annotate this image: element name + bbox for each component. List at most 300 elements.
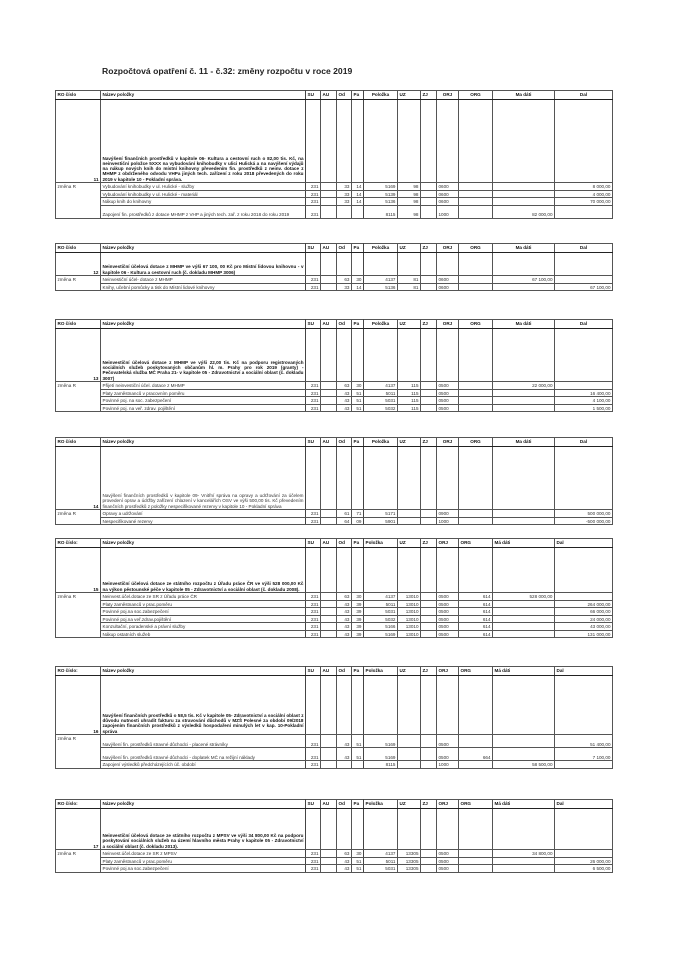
empty-cell (459, 329, 493, 382)
cell-org (459, 276, 493, 284)
cell-pa: 39 (352, 623, 364, 631)
empty-cell (306, 100, 321, 183)
table-row (56, 205, 613, 218)
cell-uz: 13010 (398, 630, 421, 638)
cell-pol: 5136 (364, 198, 398, 206)
cell-su: 231 (306, 623, 321, 631)
column-header-zj: ZJ (421, 539, 437, 548)
cell-uz (398, 761, 421, 769)
cell-uz: 13010 (398, 600, 421, 608)
empty-cell (364, 447, 398, 510)
cell-su: 231 (306, 183, 321, 191)
cell-dal: 70 000,00 (555, 198, 613, 206)
column-header-dal: Dal (555, 800, 613, 809)
table-row (56, 276, 613, 284)
cell-pol: 8115 (364, 205, 398, 218)
cell-su: 231 (306, 850, 321, 858)
empty-cell (493, 548, 555, 593)
cell-pa: 30 (352, 850, 364, 858)
column-header-su: SU (306, 667, 321, 676)
empty-cell (352, 253, 364, 276)
empty-cell (437, 809, 459, 850)
empty-cell (493, 809, 555, 850)
cell-pa: 14 (352, 283, 364, 291)
table-row (56, 190, 613, 198)
column-header-au: AU (321, 667, 337, 676)
cell-org (459, 205, 493, 218)
cell-au (321, 382, 337, 390)
cell-od: 43 (337, 623, 352, 631)
table-header-row (56, 800, 613, 809)
empty-cell (321, 548, 337, 593)
cell-zj (421, 276, 437, 284)
page-title: Rozpočtová opatření č. 11 - č.32: změny rozpočtu v roce 2019 (102, 66, 353, 76)
empty-cell (398, 100, 421, 183)
block-description: Neinvestiční účelová dotace z MHMP ve výši 22,00 tis. Kč na podporu registrovaných sociálních služeb poskytovaných občanům hl. m. Prahy pro rok 2019 (granty) - Pečovatelská služba MČ Praha 21- v kapitole 05 - Zdravotnictví a sociální oblast (č. dokladu 3007) (101, 329, 306, 382)
budget-block-table (55, 666, 613, 769)
column-header-su: SU (306, 244, 321, 253)
cell-pol: 5031 (364, 865, 398, 873)
cell-su: 231 (306, 276, 321, 284)
cell-uz: 115 (398, 382, 421, 390)
change-label: změna R (56, 382, 101, 412)
column-header-au: AU (321, 244, 337, 253)
budget-block-table (55, 799, 613, 873)
cell-su: 231 (306, 761, 321, 769)
cell-orj: 0600 (437, 283, 459, 291)
empty-cell (352, 329, 364, 382)
cell-md: 34 800,00 (493, 850, 555, 858)
ro-number: 15 (56, 548, 101, 593)
cell-org (459, 510, 493, 518)
cell-au (321, 748, 337, 761)
empty-cell (421, 447, 437, 510)
cell-pa (352, 205, 364, 218)
column-header-orj: ORJ (437, 320, 459, 329)
cell-od: 63 (337, 850, 352, 858)
cell-uz: 13010 (398, 615, 421, 623)
column-header-md: Má dáti (493, 800, 555, 809)
cell-dal: 51 400,00 (555, 735, 613, 748)
empty-cell (321, 809, 337, 850)
cell-od: 61 (337, 510, 352, 518)
table-row (56, 389, 613, 397)
cell-uz: 13305 (398, 865, 421, 873)
cell-org (459, 865, 493, 873)
column-header-org: ORG (459, 91, 493, 100)
cell-name: Neinvest.účel.dotace ze SR z MPSV (101, 850, 306, 858)
cell-pa: 14 (352, 183, 364, 191)
cell-zj (421, 190, 437, 198)
table-row (56, 857, 613, 865)
table-row (56, 735, 613, 748)
table-row (56, 510, 613, 518)
cell-zj (421, 517, 437, 525)
cell-au (321, 397, 337, 405)
cell-su: 231 (306, 865, 321, 873)
cell-pa: 30 (352, 593, 364, 601)
cell-zj (421, 205, 437, 218)
empty-cell (337, 676, 352, 735)
cell-su: 231 (306, 283, 321, 291)
cell-name: Platy zaměstnanců v pracovním poměru (101, 389, 306, 397)
cell-md (493, 748, 555, 761)
cell-od: 43 (337, 389, 352, 397)
change-label: změna R (56, 276, 101, 291)
ro-number: 16 (56, 676, 101, 735)
cell-org: 614 (459, 623, 493, 631)
column-header-orj: ORJ (437, 667, 459, 676)
cell-name: Neinvestiční účel- dotace z MHMP (101, 276, 306, 284)
cell-orj: 0500 (437, 630, 459, 638)
cell-orj: 0600 (437, 276, 459, 284)
table-header-row (56, 667, 613, 676)
column-header-zj: ZJ (421, 91, 437, 100)
cell-md (493, 615, 555, 623)
description-row (56, 447, 613, 510)
column-header-dal: Dal (555, 438, 613, 447)
cell-uz: 115 (398, 389, 421, 397)
column-header-uz: UZ (398, 667, 421, 676)
empty-cell (555, 676, 613, 735)
cell-uz: 13010 (398, 608, 421, 616)
column-header-pol: Položka (364, 320, 398, 329)
cell-au (321, 593, 337, 601)
cell-uz: 13010 (398, 623, 421, 631)
column-header-ro: RO číslo: (56, 800, 101, 809)
cell-zj (421, 382, 437, 390)
cell-pa: 39 (352, 608, 364, 616)
cell-md (493, 857, 555, 865)
cell-od: 64 (337, 517, 352, 525)
cell-orj: 0600 (437, 190, 459, 198)
cell-pol: 5031 (364, 608, 398, 616)
cell-org (459, 404, 493, 412)
cell-org (459, 517, 493, 525)
cell-su: 231 (306, 382, 321, 390)
empty-cell (337, 329, 352, 382)
cell-md (493, 283, 555, 291)
cell-od: 43 (337, 865, 352, 873)
cell-uz: 115 (398, 404, 421, 412)
cell-pol: 5011 (364, 600, 398, 608)
cell-dal: 24 000,00 (555, 615, 613, 623)
cell-orj: 0900 (437, 510, 459, 518)
cell-od (337, 761, 352, 769)
cell-uz: 13010 (398, 593, 421, 601)
cell-pol: 8115 (364, 761, 398, 769)
cell-pa: 51 (352, 404, 364, 412)
empty-cell (306, 548, 321, 593)
cell-dal: 8 000,00 (555, 183, 613, 191)
cell-name: Konzultační, poradenské a právní služby (101, 623, 306, 631)
column-header-od: Od (337, 438, 352, 447)
column-header-ro: RO číslo: (56, 539, 101, 548)
empty-cell (398, 548, 421, 593)
empty-cell (493, 253, 555, 276)
table-header-row (56, 244, 613, 253)
column-header-pol: Položka (364, 438, 398, 447)
cell-pa: 30 (352, 382, 364, 390)
budget-block-table (55, 90, 613, 219)
budget-block-table (55, 437, 613, 525)
empty-cell (555, 447, 613, 510)
column-header-org: ORG (459, 438, 493, 447)
cell-au (321, 623, 337, 631)
cell-dal (555, 382, 613, 390)
column-header-ro: RO číslo (56, 320, 101, 329)
cell-au (321, 389, 337, 397)
empty-cell (352, 100, 364, 183)
cell-pol: 5169 (364, 183, 398, 191)
column-header-ro: RO číslo: (56, 667, 101, 676)
cell-orj: 0500 (437, 857, 459, 865)
empty-cell (321, 253, 337, 276)
empty-cell (364, 548, 398, 593)
cell-au (321, 608, 337, 616)
cell-au (321, 517, 337, 525)
cell-su: 231 (306, 404, 321, 412)
cell-zj (421, 857, 437, 865)
column-header-org: ORG (459, 667, 493, 676)
empty-cell (321, 100, 337, 183)
cell-su: 231 (306, 630, 321, 638)
cell-pol: 5139 (364, 190, 398, 198)
column-header-name: Název položky (101, 438, 306, 447)
block-description: Neinvestiční účelová dotace z MHMP ve výši 67 100, 00 Kč pro Místní lidovou knihovnu - v kapitole 06 - Kultura a cestovní ruch (č. dokladu MHMP 3006) (101, 253, 306, 276)
column-header-su: SU (306, 91, 321, 100)
cell-su: 231 (306, 593, 321, 601)
cell-name: Povinné poj.na soc.zabezpečení (101, 608, 306, 616)
cell-dal: 26 000,00 (555, 857, 613, 865)
table-row (56, 761, 613, 769)
column-header-md: Má dáti (493, 667, 555, 676)
cell-pa: 30 (352, 276, 364, 284)
cell-su: 231 (306, 748, 321, 761)
cell-od: 63 (337, 593, 352, 601)
cell-zj (421, 404, 437, 412)
cell-od (337, 205, 352, 218)
column-header-dal: Dal (555, 91, 613, 100)
cell-su: 231 (306, 615, 321, 623)
column-header-md: Má dáti (493, 539, 555, 548)
cell-pol: 5011 (364, 857, 398, 865)
column-header-name: Název položky (101, 667, 306, 676)
cell-su: 231 (306, 600, 321, 608)
empty-cell (493, 676, 555, 735)
column-header-pol: Položka (364, 91, 398, 100)
cell-od: 43 (337, 397, 352, 405)
cell-md (493, 608, 555, 616)
empty-cell (437, 329, 459, 382)
cell-name: Povinné poj.na soc.zabezpečení (101, 865, 306, 873)
cell-od: 33 (337, 283, 352, 291)
cell-au (321, 761, 337, 769)
cell-md: 528 000,00 (493, 593, 555, 601)
empty-cell (493, 329, 555, 382)
column-header-zj: ZJ (421, 438, 437, 447)
column-header-orj: ORJ (437, 244, 459, 253)
cell-pa: 09 (352, 517, 364, 525)
cell-pol: 5169 (364, 735, 398, 748)
cell-zj (421, 183, 437, 191)
column-header-md: Ma dáti (493, 91, 555, 100)
cell-zj (421, 850, 437, 858)
column-header-od: Od (337, 800, 352, 809)
cell-md (493, 735, 555, 748)
cell-org: 664 (459, 748, 493, 761)
cell-pa: 51 (352, 735, 364, 748)
cell-orj: 1000 (437, 517, 459, 525)
column-header-od: Od (337, 91, 352, 100)
cell-dal: 7 100,00 (555, 748, 613, 761)
cell-orj: 0500 (437, 615, 459, 623)
empty-cell (459, 809, 493, 850)
cell-dal: 6 500,00 (555, 865, 613, 873)
cell-orj: 0500 (437, 850, 459, 858)
column-header-uz: UZ (398, 800, 421, 809)
cell-md (493, 865, 555, 873)
empty-cell (421, 329, 437, 382)
ro-number: 12 (56, 253, 101, 276)
empty-cell (352, 809, 364, 850)
column-header-zj: ZJ (421, 667, 437, 676)
cell-name: Zapojení fin. prostředků z dotace MHMP z VHP a jiných tech. zař. z roku 2018 do roku 2019 (101, 205, 306, 218)
column-header-pa: Pa (352, 244, 364, 253)
cell-org: 614 (459, 593, 493, 601)
empty-cell (306, 676, 321, 735)
cell-md: 82 000,00 (493, 205, 555, 218)
cell-orj: 0500 (437, 600, 459, 608)
column-header-orj: ORJ (437, 539, 459, 548)
cell-md (493, 623, 555, 631)
cell-dal: 4 100,00 (555, 397, 613, 405)
cell-org: 614 (459, 615, 493, 623)
cell-orj: 0500 (437, 389, 459, 397)
cell-md (493, 183, 555, 191)
cell-orj: 0500 (437, 608, 459, 616)
column-header-su: SU (306, 800, 321, 809)
column-header-au: AU (321, 800, 337, 809)
cell-org (459, 389, 493, 397)
column-header-name: Název položky (101, 320, 306, 329)
column-header-name: Název položky (101, 800, 306, 809)
cell-pa: 39 (352, 615, 364, 623)
cell-pol: 5011 (364, 389, 398, 397)
table-header-row (56, 320, 613, 329)
cell-pol: 5169 (364, 748, 398, 761)
table-row (56, 608, 613, 616)
cell-pa: 51 (352, 389, 364, 397)
empty-cell (337, 548, 352, 593)
cell-pa: 71 (352, 510, 364, 518)
cell-md (493, 404, 555, 412)
cell-dal (555, 205, 613, 218)
column-header-pol: Položka (364, 800, 398, 809)
cell-au (321, 404, 337, 412)
column-header-md: Ma dáti (493, 438, 555, 447)
cell-name: Neinvest.účel.dotace ze SR z Úřadu práce ČR (101, 593, 306, 601)
empty-cell (337, 253, 352, 276)
column-header-pol: Položka (364, 244, 398, 253)
empty-cell (459, 548, 493, 593)
cell-name: Nespecifikované rezervy (101, 517, 306, 525)
cell-od: 43 (337, 600, 352, 608)
cell-od: 63 (337, 276, 352, 284)
cell-zj (421, 735, 437, 748)
column-header-ro: RO číslo (56, 244, 101, 253)
table-row (56, 404, 613, 412)
cell-org: 614 (459, 630, 493, 638)
cell-dal: 131 000,00 (555, 630, 613, 638)
cell-au (321, 510, 337, 518)
empty-cell (321, 447, 337, 510)
cell-md: 22 000,00 (493, 382, 555, 390)
column-header-orj: ORJ (437, 800, 459, 809)
empty-cell (555, 329, 613, 382)
column-header-uz: UZ (398, 438, 421, 447)
cell-uz: 115 (398, 397, 421, 405)
cell-pol: 5032 (364, 615, 398, 623)
cell-su: 231 (306, 389, 321, 397)
description-row (56, 548, 613, 593)
cell-su: 231 (306, 510, 321, 518)
change-label: změna R (56, 510, 101, 525)
cell-zj (421, 608, 437, 616)
column-header-ro: RO číslo (56, 91, 101, 100)
cell-uz (398, 510, 421, 518)
cell-au (321, 198, 337, 206)
block-description: Navýšení finančních prostředků o 58,5 tis. Kč v kapitole 05- Zdravotnictví a sociální oblast z důvodu nutnosti uhradit fakturu za stravování důchodů v MZŠ Polesné za období 09/2018 zapojením finančních prostředků z výsledků hospodaření minulých let v kap. 10-Pokladní správa (101, 676, 306, 735)
column-header-au: AU (321, 91, 337, 100)
column-header-md: Ma dáti (493, 320, 555, 329)
cell-su: 231 (306, 205, 321, 218)
cell-od: 43 (337, 615, 352, 623)
cell-name: Zapojení výsledků předcházejících úč. období (101, 761, 306, 769)
description-row (56, 329, 613, 382)
cell-pol: 5031 (364, 397, 398, 405)
cell-pol: 5171 (364, 510, 398, 518)
cell-org (459, 761, 493, 769)
column-header-uz: UZ (398, 91, 421, 100)
cell-au (321, 735, 337, 748)
cell-uz (398, 748, 421, 761)
cell-zj (421, 761, 437, 769)
table-row (56, 198, 613, 206)
ro-number: 17 (56, 809, 101, 850)
cell-name: Navýšení fin. prostředků stravné důchodci - placené strávníky (101, 735, 306, 748)
cell-orj: 0600 (437, 198, 459, 206)
empty-cell (337, 447, 352, 510)
column-header-org: ORG (459, 800, 493, 809)
budget-block-table (55, 243, 613, 291)
column-header-au: AU (321, 320, 337, 329)
cell-dal: 1 500,00 (555, 404, 613, 412)
change-label: změna R (56, 183, 101, 219)
cell-orj: 0600 (437, 183, 459, 191)
cell-uz (398, 735, 421, 748)
empty-cell (421, 100, 437, 183)
description-row (56, 253, 613, 276)
column-header-pol: Položka (364, 667, 398, 676)
table-row (56, 283, 613, 291)
empty-cell (337, 809, 352, 850)
column-header-orj: ORJ (437, 91, 459, 100)
change-label: změna R (56, 593, 101, 638)
empty-cell (555, 809, 613, 850)
budget-block-table (55, 538, 613, 638)
empty-cell (493, 100, 555, 183)
